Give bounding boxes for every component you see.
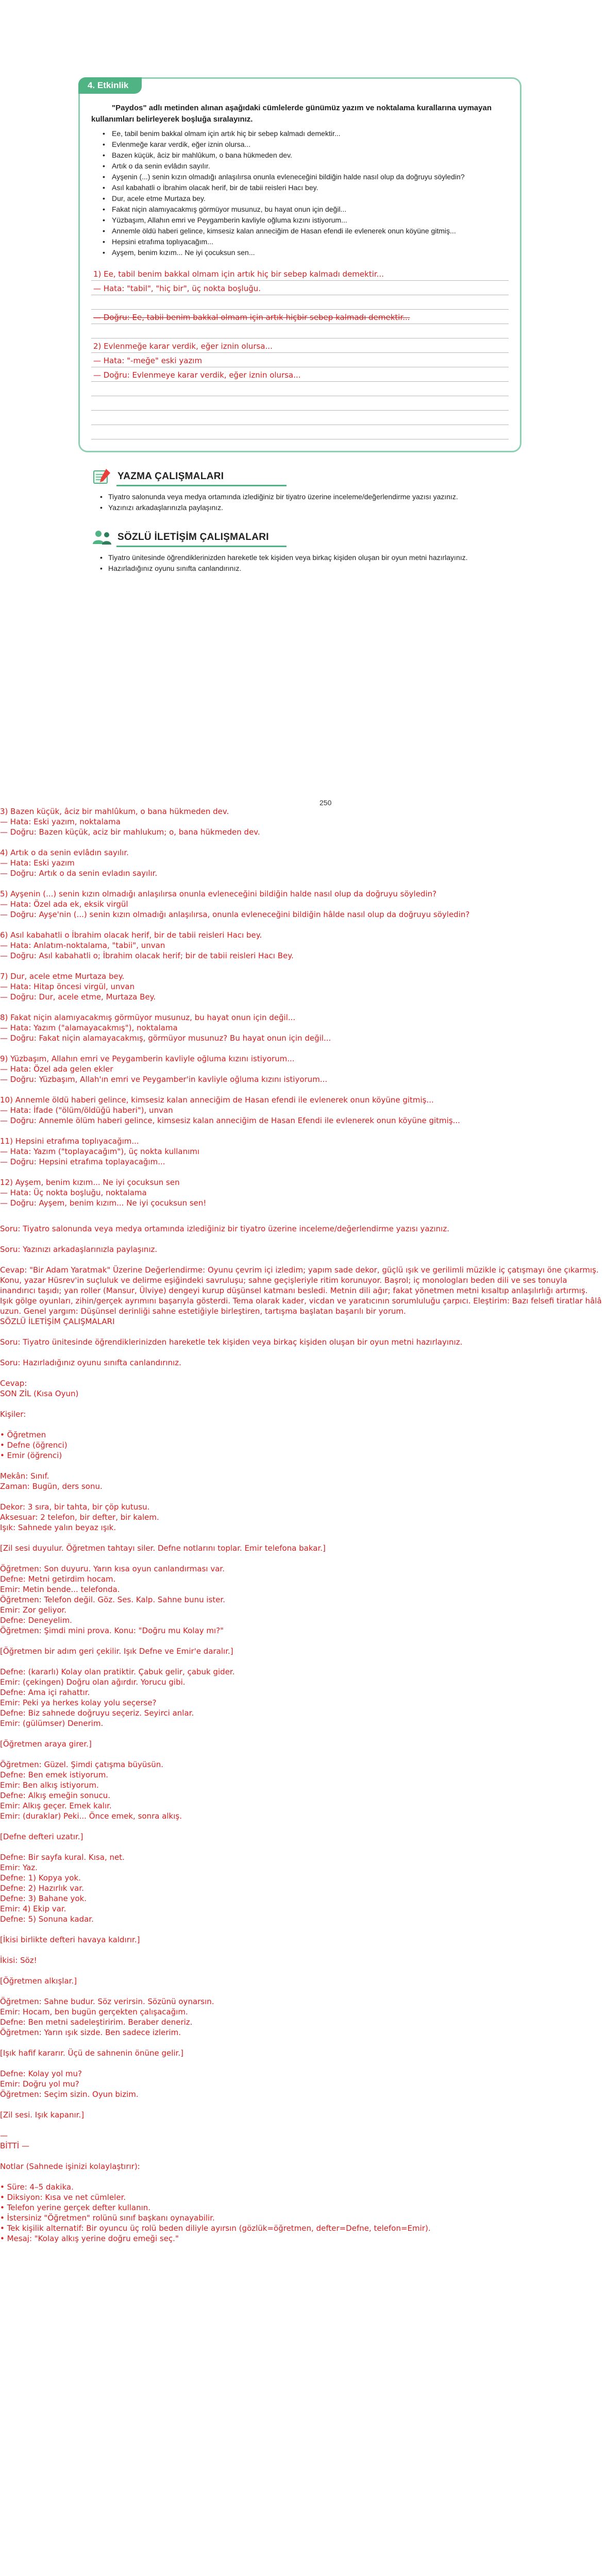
- activity-tab: 4. Etkinlik: [78, 77, 142, 94]
- answer-line[interactable]: [91, 310, 509, 324]
- play-script: Cevap: SON ZİL (Kısa Oyun) Kişiler: • Öğretmen • Defne (öğrenci) • Emir (öğrenci) Mekân: Sınıf. Zaman: Bugün, ders sonu. Dekor: 3 sıra, bir tahta, bir çöp kutusu. Aksesuar: 2 telefon, bir defter, bir kalem. Işık: Sahnede yalın beyaz ışık. [Zil sesi duyulur. Öğretmen tahtayı siler. Defne notlarını toplar. Emir telefona bakar.] Öğretmen: Son duyuru. Yarın kısa oyun canlandırması var. Defne: Metni getirdim hocam. Emir: Metin bende... telefonda. Öğretmen: Telefon değil. Göz. Ses. Kalp. Sahne bunu ister. Emir: Zor geliyor. Defne: Deneyelim. Öğretmen: Şimdi mini prova. Konu: "Doğru mu Kolay mı?" [Öğretmen bir adım geri çekilir. Işık Defne ve Emir'e daralır.] Defne: (kararlı) Kolay olan pratiktir. Çabuk gelir, çabuk gider. Emir: (çekingen) Doğru olan ağırdır. Yorucu gibi. Defne: Ama içi rahattır. Emir: Peki ya herkes kolay yolu seçerse? Defne: Biz sahnede doğruyu seçeriz. Seyirci anlar. Emir: (gülümser) Denerim. [Öğretmen araya girer.] Öğretmen: Güzel. Şimdi çatışma büyüsün. Defne: Ben emek istiyorum. Emir: Ben alkış istiyorum. Defne: Alkış emeğin sonucu. Emir: Alkış geçer. Emek kalır. Emir: (duraklar) Peki... Önce emek, sonra alkış. [Defne defteri uzatır.] Defne: Bir sayfa kural. Kısa, net. Emir: Yaz. Defne: 1) Kopya yok. Defne: 2) Hazırlık var. Defne: 3) Bahane yok. Emir: 4) Ekip var. Defne: 5) Sonuna kadar. [İkisi birlikte defteri havaya kaldırır.] İkisi: Söz! [Öğretmen alkışlar.] Öğretmen: Sahne budur. Söz verirsin. Sözünü oynarsın. Emir: Hocam, ben bugün gerçekten çalışacağım. Defne: Ben metni sadeleştiririm. Beraber deneriz. Öğretmen: Yarın ışık sizde. Ben sadece izlerim. [Işık hafif kararır. Üçü de sahnenin önüne gelir.] Defne: Kolay yol mu? Emir: Doğru yol mu? Öğretmen: Seçim sizin. Oyun bizim. [Zil sesi. Işık kapanır.] — BİTTİ — Notlar (Sahnede işinizi kolaylaştırır): • Süre: 4–5 dakika. • Diksiyon: Kısa ve net cümleler. • Telefon yerine gerçek defter kullanın. • İstersiniz "Öğretmen" rolünü sınıf başkanı oynayabilir. • Tek kişilik alternatif: Bir oyuncu üç rolü beden diliyle ayırsın (gözlük=öğretmen, defter=Defne, telefon=Emir). • Mesaj: "Kolay alkış yerine doğru emeği seç.": [0, 1379, 431, 2243]
- correction-block: 4) Artık o da senin evlâdın sayılır. — Hata: Eski yazım — Doğru: Artık o da senin evladın sayılır.: [0, 848, 158, 878]
- answer-text: — Doğru: Ee, tabii benim bakkal olmam için artık hiçbir sebep kalmadı demektir...: [93, 313, 410, 322]
- answer-line[interactable]: [91, 281, 509, 295]
- activity-sentence: • Annemle öldü haberi gelince, kimsesiz kalan anneciğim de Hasan efendi ile evlenerek onun köyüne gitmiş...: [91, 226, 509, 236]
- section-underline: [116, 546, 287, 547]
- correction-block: 10) Annemle öldü haberi gelince, kimsesiz kalan anneciğim de Hasan efendi ile evlenerek onun köyüne gitmiş... — Hata: İfade ("ölüm/öldüğü haberi"), unvan — Doğru: Annemle ölüm haberi gelince, kimsesiz kalan anneciğim de Hasan Efendi ile evlenerek onun köyüne gitmiş...: [0, 1095, 460, 1125]
- answer-line[interactable]: [91, 425, 509, 439]
- pencil-icon: [92, 468, 112, 488]
- answer-line[interactable]: [91, 324, 509, 338]
- answer-line[interactable]: [91, 382, 509, 396]
- answer-line[interactable]: [91, 353, 509, 367]
- writing-task: • Yazınızı arkadaşlarınızla paylaşınız.: [99, 502, 521, 513]
- answer-text: — Hata: "-meğe" eski yazım: [93, 356, 203, 365]
- correction-block: 7) Dur, acele etme Murtaza bey. — Hata: Hitap öncesi virgül, unvan — Doğru: Dur, acele etme, Murtaza Bey.: [0, 972, 156, 1002]
- speaking-task: • Hazırladığınız oyunu sınıfta canlandırınız.: [99, 563, 521, 574]
- answer-text: — Hata: "tabil", "hiç bir", üç nokta boşluğu.: [93, 284, 261, 293]
- activity-sentence: • Artık o da senin evlâdın sayılır.: [91, 161, 509, 172]
- writing-task: • Tiyatro salonunda veya medya ortamında izlediğiniz bir tiyatro üzerine inceleme/değerlendirme yazısı yazınız.: [99, 492, 521, 502]
- section-underline: [116, 485, 287, 486]
- people-icon: [92, 529, 113, 549]
- correction-block: 12) Ayşem, benim kızım... Ne iyi çocuksun sen — Hata: Üç nokta boşluğu, noktalama — Doğru: Ayşem, benim kızım... Ne iyi çocuksun sen!: [0, 1178, 207, 1208]
- correction-block: 11) Hepsini etrafıma toplıyacağım... — Hata: Yazım ("toplayacağım"), üç nokta kullanımı — Doğru: Hepsini etrafıma toplayacağım...: [0, 1137, 200, 1166]
- answer-line[interactable]: [91, 295, 509, 310]
- speaking-task-list: [78, 552, 521, 574]
- correction-block: 6) Asıl kabahatli o İbrahim olacak herif, bir de tabii reisleri Hacı bey. — Hata: Anlatım-noktalama, "tabii", unvan — Doğru: Asıl kabahatli o; İbrahim olacak herif; bir de tabii reisleri Hacı Bey.: [0, 930, 294, 960]
- activity-intro: "Paydos" adlı metinden alınan aşağıdaki cümlelerde günümüz yazım ve noktalama kurallarına uymayan kullanımları belirleyerek boşluğa sıralayınız.: [91, 104, 492, 124]
- answer-text: — Doğru: Evlenmeye karar verdik, eğer iznin olursa...: [93, 370, 301, 380]
- activity-sentence: • Ee, tabil benim bakkal olmam için artık hiç bir sebep kalmadı demektir...: [91, 128, 509, 139]
- correction-block: 8) Fakat niçin alamıyacakmış görmüyor musunuz, bu hayat onun için değil... — Hata: Yazım ("alamayacakmış"), noktalama — Doğru: Fakat niçin alamayacakmış, görmüyor musunuz? Bu hayat onun için değil...: [0, 1013, 331, 1043]
- speaking-section-header: [78, 529, 521, 547]
- answer-line[interactable]: [91, 396, 509, 411]
- answer-line[interactable]: [91, 266, 509, 281]
- activity-sentence: • Evlenmeğe karar verdik, eğer iznin olursa...: [91, 139, 509, 150]
- writing-task-list: [78, 492, 521, 513]
- page-number: 250: [319, 799, 332, 807]
- writing-section-header: [78, 468, 521, 486]
- activity-sentence: • Yüzbaşım, Allahın emri ve Peygamberin kavliyle oğluma kızını istiyorum...: [91, 215, 509, 226]
- activity-card: [78, 77, 521, 452]
- speaking-task: • Tiyatro ünitesinde öğrendiklerinizden hareketle tek kişiden veya birkaç kişiden oluşan bir oyun metni hazırlayınız.: [99, 552, 521, 563]
- activity-sentence: • Bazen küçük, âciz bir mahlûkum, o bana hükmeden dev.: [91, 150, 509, 161]
- activity-sentence: • Dur, acele etme Murtaza bey.: [91, 193, 509, 204]
- speaking-section-title: SÖZLÜ İLETİŞİM ÇALIŞMALARI: [117, 532, 269, 543]
- activity-sentence: • Hepsini etrafıma toplıyacağım...: [91, 236, 509, 247]
- answer-text: 1) Ee, tabil benim bakkal olmam için artık hiç bir sebep kalmadı demektir...: [93, 269, 384, 279]
- activity-sentence: • Asıl kabahatli o İbrahim olacak herif, bir de tabii reisleri Hacı bey.: [91, 182, 509, 193]
- review-text: Soru: Tiyatro salonunda veya medya ortamında izlediğiniz bir tiyatro üzerine inceleme/değerlendirme yazısı yazınız. Soru: Yazınızı arkadaşlarınızla paylaşınız. Cevap: "Bir Adam Yaratmak" Üzerine Değerlendirme: Oyunu çevrim içi izledim; yapım sade dekor, güçlü ışık ve gerilimli müzikle iç çatışmayı öne çıkarmış. Konu, yazar Hüsrev'in suçluluk ve delirme eşiğindeki savruluşu; sahne geçişleriyle ritim korunuyor. Başrol; iç monologları beden dili ve ses tonuyla inandırıcı taşıdı; yan roller (Mansur, Ülviye) dengeyi kurup düşünsel katmanı besledi. Metnin dili ağır; fakat yönetmen metni kısaltıp anlaşılırlığı artırmış. Işık gölge oyunları, zihin/gerçek ayrımını başarıyla gösterdi. Tema olarak kader, vicdan ve yaratıcının sorumluluğu çarpıcı. Eleştirim: Bazı felsefi tiratlar hâlâ uzun. Genel yargım: Düşünsel derinliği sahne estetiğiyle birleştiren, tartışma başlatan başarılı bir yorum. SÖZLÜ İLETİŞİM ÇALIŞMALARI Soru: Tiyatro ünitesinde öğrendiklerinizden hareketle tek kişiden veya birkaç kişiden oluşan bir oyun metni hazırlayınız. Soru: Hazırladığınız oyunu sınıfta canlandırınız.: [0, 1224, 602, 1367]
- correction-block: 3) Bazen küçük, âciz bir mahlûkum, o bana hükmeden dev. — Hata: Eski yazım, noktalama — Doğru: Bazen küçük, aciz bir mahlukum; o, bana hükmeden dev.: [0, 807, 260, 837]
- answer-line[interactable]: [91, 367, 509, 382]
- answer-line[interactable]: [91, 338, 509, 353]
- activity-sentence: • Ayşenin (...) senin kızın olmadığı anlaşılırsa onunla evleneceğini bildiğin halde nasıl olup da doğruyu söyledin?: [91, 172, 509, 182]
- correction-block: 5) Ayşenin (...) senin kızın olmadığı anlaşılırsa onunla evleneceğini bildiğin halde nasıl olup da doğruyu söyledin? — Hata: Özel ada ek, eksik virgül — Doğru: Ayşe'nin (...) senin kızın olmadığı anlaşılırsa, onunla evleneceğini bildiğin hâlde nasıl olup da doğruyu söyledin?: [0, 889, 470, 919]
- writing-section-title: YAZMA ÇALIŞMALARI: [117, 471, 224, 482]
- activity-sentence: • Ayşem, benim kızım... Ne iyi çocuksun sen...: [91, 247, 509, 258]
- handwritten-notes: [0, 806, 603, 2244]
- activity-sentence: • Fakat niçin alamıyacakmış görmüyor musunuz, bu hayat onun için değil...: [91, 204, 509, 215]
- correction-block: 9) Yüzbaşım, Allahın emri ve Peygamberin kavliyle oğluma kızını istiyorum... — Hata: Özel ada gelen ekler — Doğru: Yüzbaşım, Allah'ın emri ve Peygamber'in kavliyle oğluma kızını istiyorum...: [0, 1054, 328, 1084]
- textbook-page: [78, 77, 521, 574]
- answer-text: 2) Evlenmeğe karar verdik, eğer iznin olursa...: [93, 342, 273, 351]
- activity-sentence-list: [91, 128, 509, 258]
- answer-line[interactable]: [91, 411, 509, 425]
- answer-lines: [91, 266, 509, 439]
